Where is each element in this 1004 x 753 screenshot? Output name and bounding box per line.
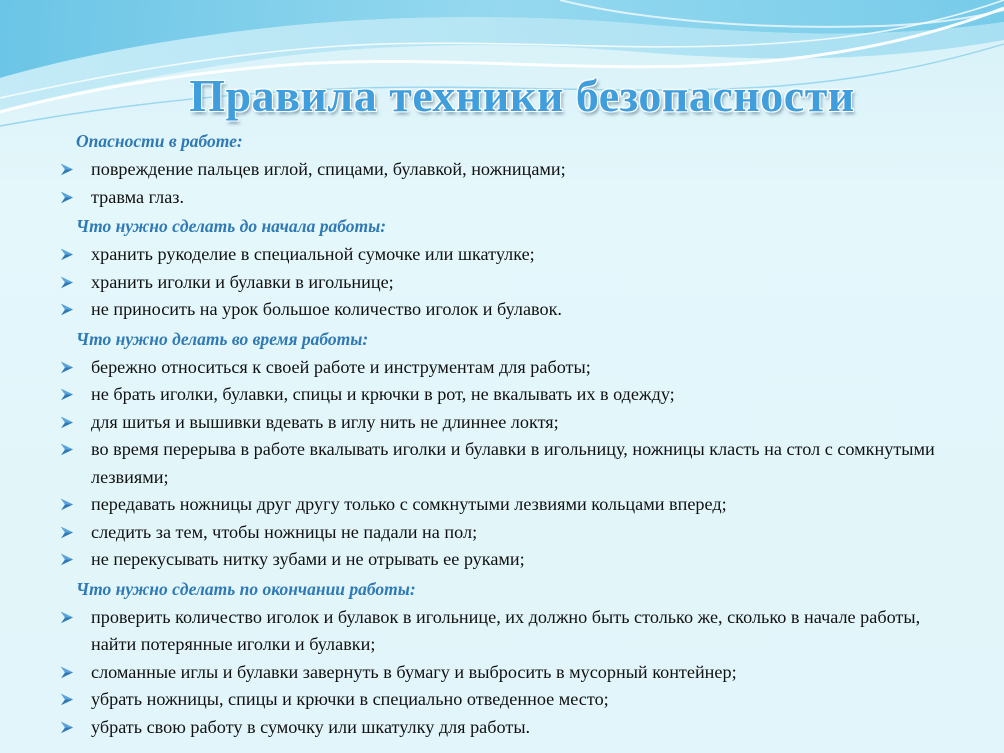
list-item [60, 269, 950, 297]
list-item-text: сломанные иглы и булавки завернуть в бумагу и выбросить в мусорный контейнер; [91, 661, 737, 682]
list-item [60, 714, 950, 742]
list-item [60, 686, 950, 714]
list-item-text: проверить количество иголок и булавок в игольнице, их должно быть столько же, сколько в начале работы, найти потерянные иголки и булавки; [91, 606, 921, 654]
list-item [60, 436, 950, 491]
arrowhead-bullet-icon [60, 604, 76, 632]
list-item-text: убрать ножницы, спицы и крючки в специально отведенное место; [91, 689, 609, 709]
list-item [60, 354, 950, 382]
list-item-text: следить за тем, чтобы ножницы не падали на пол; [91, 521, 478, 542]
arrowhead-bullet-icon [60, 659, 76, 687]
list-item-text: убрать свою работу в сумочку или шкатулку для работы. [91, 716, 531, 737]
list-item [60, 519, 950, 547]
list-item [60, 546, 950, 574]
arrowhead-bullet-icon [60, 686, 76, 714]
bullet-list [60, 156, 950, 211]
list-item-text: травма глаз. [91, 186, 185, 207]
list-item [60, 296, 950, 324]
list-item-text: хранить рукоделие в специальной сумочке или шкатулке; [91, 244, 535, 264]
list-item [60, 604, 950, 659]
arrowhead-bullet-icon [60, 381, 76, 409]
list-item [60, 491, 950, 519]
page-title: Правила техники безопасности [189, 70, 855, 121]
list-item [60, 241, 950, 269]
arrowhead-bullet-icon [60, 184, 76, 212]
list-item-text: не перекусывать нитку зубами и не отрывать ее руками; [91, 549, 525, 569]
arrowhead-bullet-icon [60, 436, 76, 464]
list-item-text: для шитья и вышивки вдевать в иглу нить не длиннее локтя; [91, 411, 559, 432]
bullet-list [60, 354, 950, 574]
section-heading: Что нужно сделать по окончании работы: [76, 578, 416, 599]
arrowhead-bullet-icon [60, 354, 76, 382]
arrowhead-bullet-icon [60, 156, 76, 184]
rules-content [60, 126, 950, 741]
list-item-text: хранить иголки и булавки в игольнице; [91, 271, 394, 292]
arrowhead-bullet-icon [60, 714, 76, 742]
list-item [60, 409, 950, 437]
list-item [60, 184, 950, 212]
list-item-text: не приносить на урок большое количество иголок и булавок. [91, 299, 562, 319]
bullet-list [60, 604, 950, 742]
section-heading: Что нужно делать во время работы: [76, 328, 369, 349]
arrowhead-bullet-icon [60, 296, 76, 324]
list-item [60, 659, 950, 687]
arrowhead-bullet-icon [60, 546, 76, 574]
list-item [60, 156, 950, 184]
list-item-text: передавать ножницы друг другу только с сомкнутыми лезвиями кольцами вперед; [91, 494, 727, 514]
list-item-text: во время перерыва в работе вкалывать иголки и булавки в игольницу, ножницы класть на стол с сомкнутыми лезвиями; [91, 439, 935, 487]
list-item [60, 381, 950, 409]
arrowhead-bullet-icon [60, 409, 76, 437]
section-heading: Опасности в работе: [76, 131, 243, 151]
arrowhead-bullet-icon [60, 269, 76, 297]
list-item-text: не брать иголки, булавки, спицы и крючки в рот, не вкалывать их в одежду; [91, 384, 675, 404]
list-item-text: повреждение пальцев иглой, спицами, булавкой, ножницами; [91, 159, 566, 179]
arrowhead-bullet-icon [60, 241, 76, 269]
section-heading: Что нужно сделать до начала работы: [76, 216, 387, 236]
arrowhead-bullet-icon [60, 519, 76, 547]
bullet-list [60, 241, 950, 324]
arrowhead-bullet-icon [60, 491, 76, 519]
list-item-text: бережно относиться к своей работе и инструментам для работы; [91, 356, 591, 377]
